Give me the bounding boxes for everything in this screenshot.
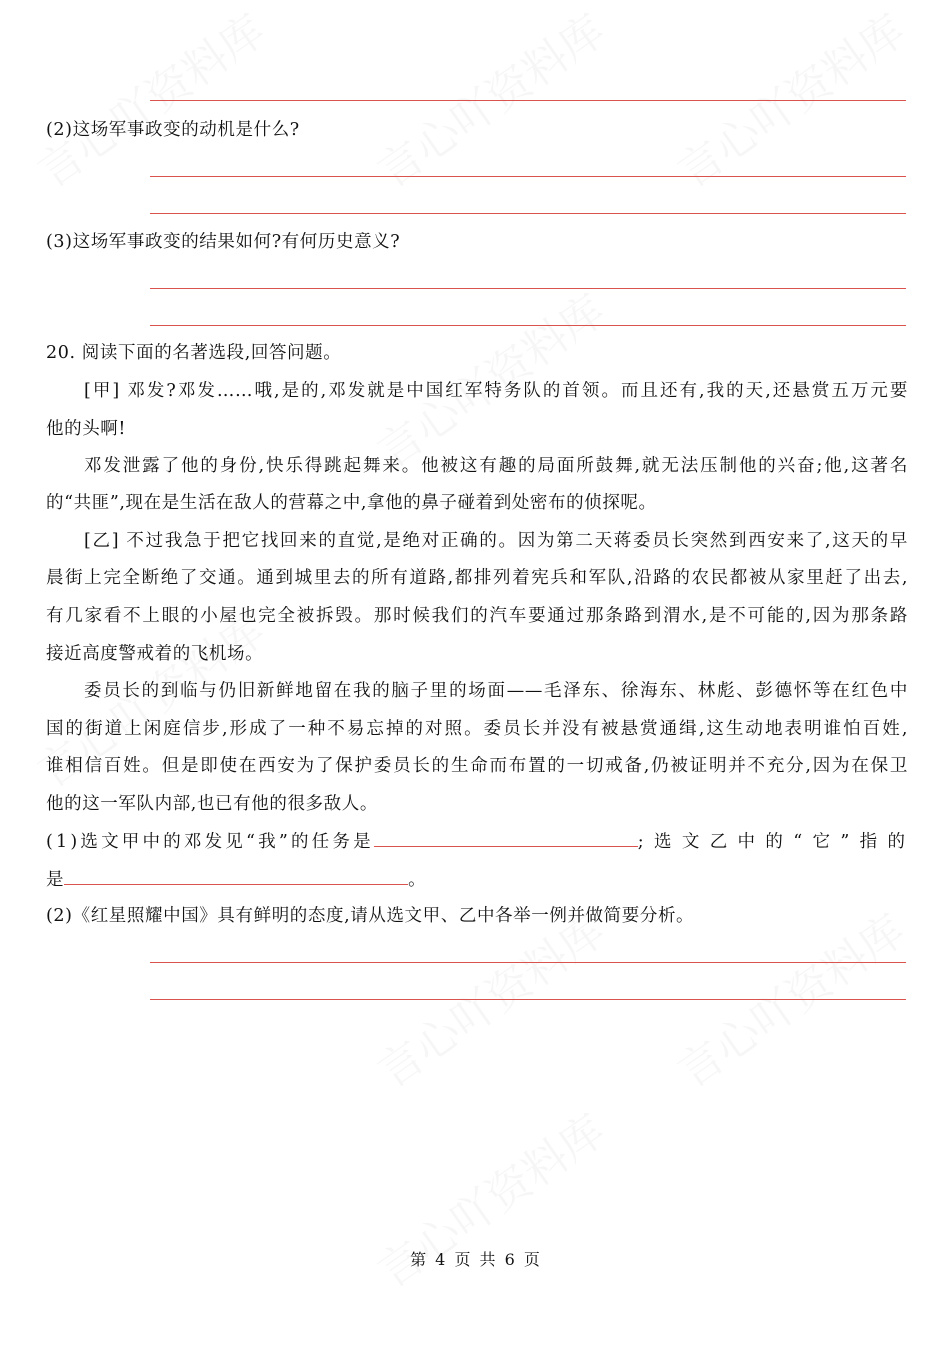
question-20-1-cont bbox=[46, 868, 908, 891]
passage-line: 的“共匪”,现在是生活在敌人的营幕之中,拿他的鼻子碰着到处密布的侦探呢。 bbox=[46, 493, 657, 513]
watermark bbox=[31, 8, 272, 195]
passage-line: 他的头啊! bbox=[46, 419, 127, 439]
watermark bbox=[671, 908, 912, 1095]
answer-line[interactable] bbox=[150, 213, 906, 214]
question-20-1-text: (1)选文甲中的邓发见“我”的任务是 bbox=[46, 832, 374, 852]
fill-blank-2[interactable] bbox=[64, 868, 408, 885]
passage-line: [甲] 邓发?邓发……哦,是的,邓发就是中国红军特务队的首领。而且还有,我的天,还悬赏五万元要 bbox=[84, 381, 908, 401]
question-20-1-text-b: ;选文乙中的“它”指的 bbox=[637, 832, 908, 852]
passage-line: 谁相信百姓。但是即使在西安为了保护委员长的生命而布置的一切戒备,仍被证明并不充分,因为在保卫 bbox=[46, 756, 908, 776]
answer-line[interactable] bbox=[150, 288, 906, 289]
page-footer: 第 4 页 共 6 页 bbox=[410, 1250, 542, 1269]
question-20-title: 20. 阅读下面的名著选段,回答问题。 bbox=[46, 343, 342, 363]
passage-line: 有几家看不上眼的小屋也完全被拆毁。那时候我们的汽车要通过那条路到渭水,是不可能的,因为那条路 bbox=[46, 606, 908, 626]
answer-line[interactable] bbox=[150, 962, 906, 963]
fill-blank-1[interactable] bbox=[374, 830, 638, 847]
passage-line: 邓发泄露了他的身份,快乐得跳起舞来。他被这有趣的局面所鼓舞,就无法压制他的兴奋;他,这著名 bbox=[84, 456, 908, 476]
passage-line: 晨街上完全断绝了交通。通到城里去的所有道路,都排列着宪兵和军队,沿路的农民都被从家里赶了出去, bbox=[46, 568, 908, 588]
question-20-1-text-d: 。 bbox=[408, 870, 427, 890]
question-20-2: (2)《红星照耀中国》具有鲜明的态度,请从选文甲、乙中各举一例并做简要分析。 bbox=[46, 906, 695, 926]
passage-line: 国的街道上闲庭信步,形成了一种不易忘掉的对照。委员长并没有被悬赏通缉,这生动地表明谁怕百姓, bbox=[46, 719, 908, 739]
watermark bbox=[671, 8, 912, 195]
watermark bbox=[371, 8, 612, 195]
passage-line: 委员长的到临与仍旧新鲜地留在我的脑子里的场面——毛泽东、徐海东、林彪、彭德怀等在红色中 bbox=[84, 681, 908, 701]
question-19-2: (2)这场军事政变的动机是什么? bbox=[46, 120, 300, 140]
passage-line: [乙] 不过我急于把它找回来的直觉,是绝对正确的。因为第二天蒋委员长突然到西安来了,这天的早 bbox=[84, 531, 908, 551]
question-20-1-text-c: 是 bbox=[46, 870, 65, 890]
question-19-3: (3)这场军事政变的结果如何?有何历史意义? bbox=[46, 232, 401, 252]
passage-line: 接近高度警戒着的飞机场。 bbox=[46, 644, 264, 664]
question-20-1 bbox=[46, 830, 908, 853]
answer-line[interactable] bbox=[150, 100, 906, 101]
answer-line[interactable] bbox=[150, 176, 906, 177]
watermark bbox=[371, 908, 612, 1095]
passage-line: 他的这一军队内部,也已有他的很多敌人。 bbox=[46, 794, 378, 814]
answer-line[interactable] bbox=[150, 999, 906, 1000]
answer-line[interactable] bbox=[150, 325, 906, 326]
